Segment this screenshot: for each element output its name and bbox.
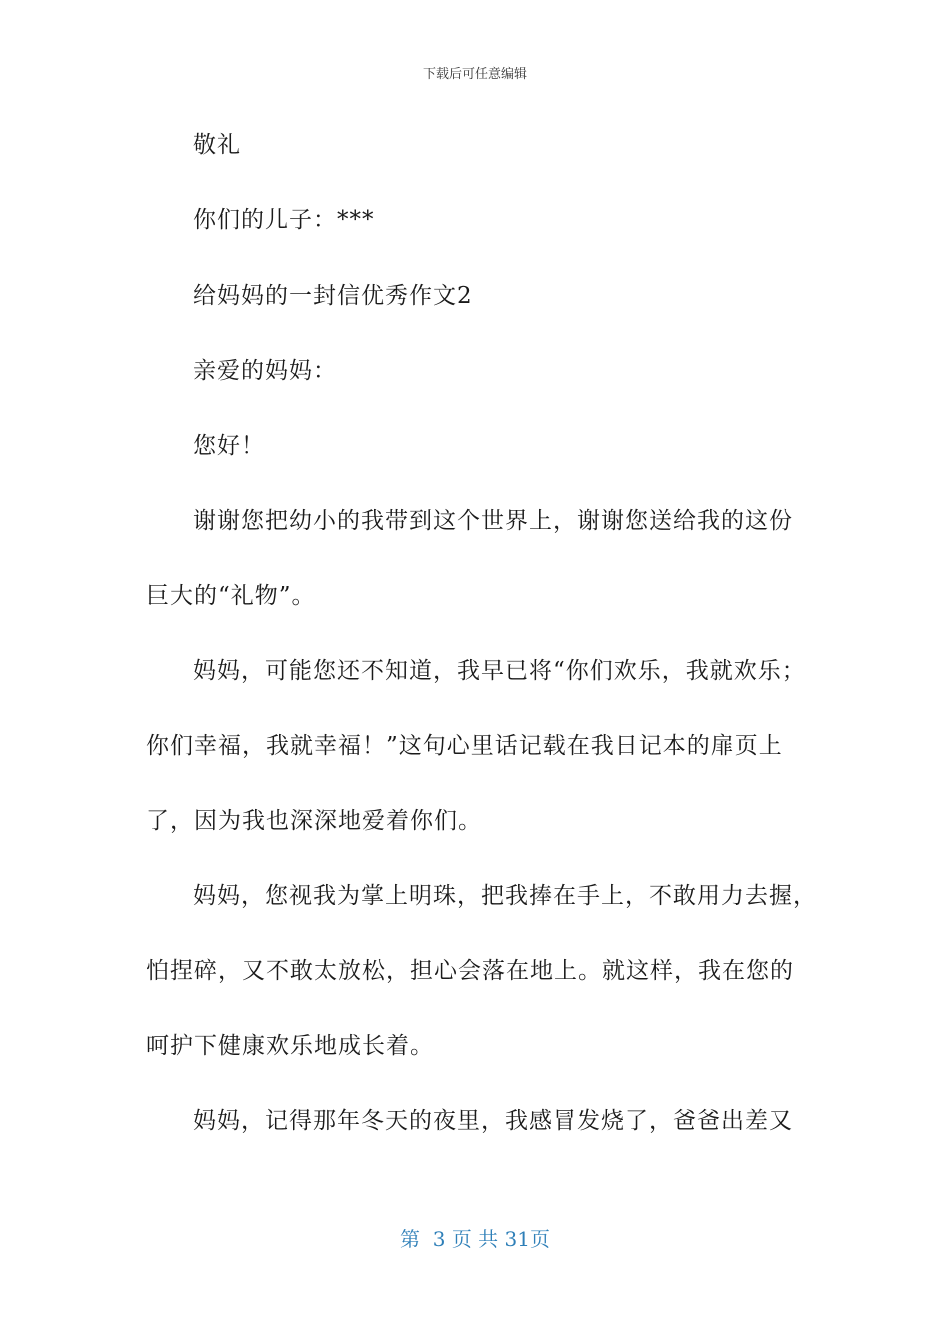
text-line-salutation: 亲爱的妈妈： (193, 358, 337, 384)
page-footer (0, 1226, 950, 1252)
text-line-paragraph-1b: 巨大的“礼物”。 (146, 583, 316, 609)
page-header: 下载后可任意编辑 (422, 67, 527, 82)
text-line-paragraph-3c: 呵护下健康欢乐地成长着。 (146, 1033, 434, 1059)
text-line-paragraph-2a: 妈妈，可能您还不知道，我早已将“你们欢乐，我就欢乐； (193, 658, 806, 684)
footer-total-pages: 31页 (504, 1227, 550, 1251)
text-line-paragraph-2b: 你们幸福，我就幸福！”这句心里话记载在我日记本的扉页上 (146, 733, 783, 759)
text-line-closing: 敬礼 (193, 132, 241, 158)
text-line-essay-title: 给妈妈的一封信优秀作文2 (193, 283, 473, 309)
footer-label-total: 共 (478, 1227, 499, 1251)
text-line-paragraph-2c: 了，因为我也深深地爱着你们。 (146, 808, 482, 834)
footer-label-page-unit: 页 (451, 1227, 472, 1251)
text-line-paragraph-3b: 怕捏碎，又不敢太放松，担心会落在地上。就这样，我在您的 (146, 958, 794, 984)
text-line-paragraph-4a: 妈妈，记得那年冬天的夜里，我感冒发烧了，爸爸出差又 (193, 1108, 793, 1134)
footer-label-page: 第 (400, 1227, 420, 1251)
footer-current-page: 3 (432, 1227, 446, 1251)
text-line-paragraph-1a: 谢谢您把幼小的我带到这个世界上，谢谢您送给我的这份 (193, 508, 793, 534)
text-line-greeting: 您好！ (193, 433, 265, 459)
text-line-signature: 你们的儿子：*** (193, 207, 375, 233)
text-line-paragraph-3a: 妈妈，您视我为掌上明珠，把我捧在手上，不敢用力去握， (193, 883, 817, 909)
